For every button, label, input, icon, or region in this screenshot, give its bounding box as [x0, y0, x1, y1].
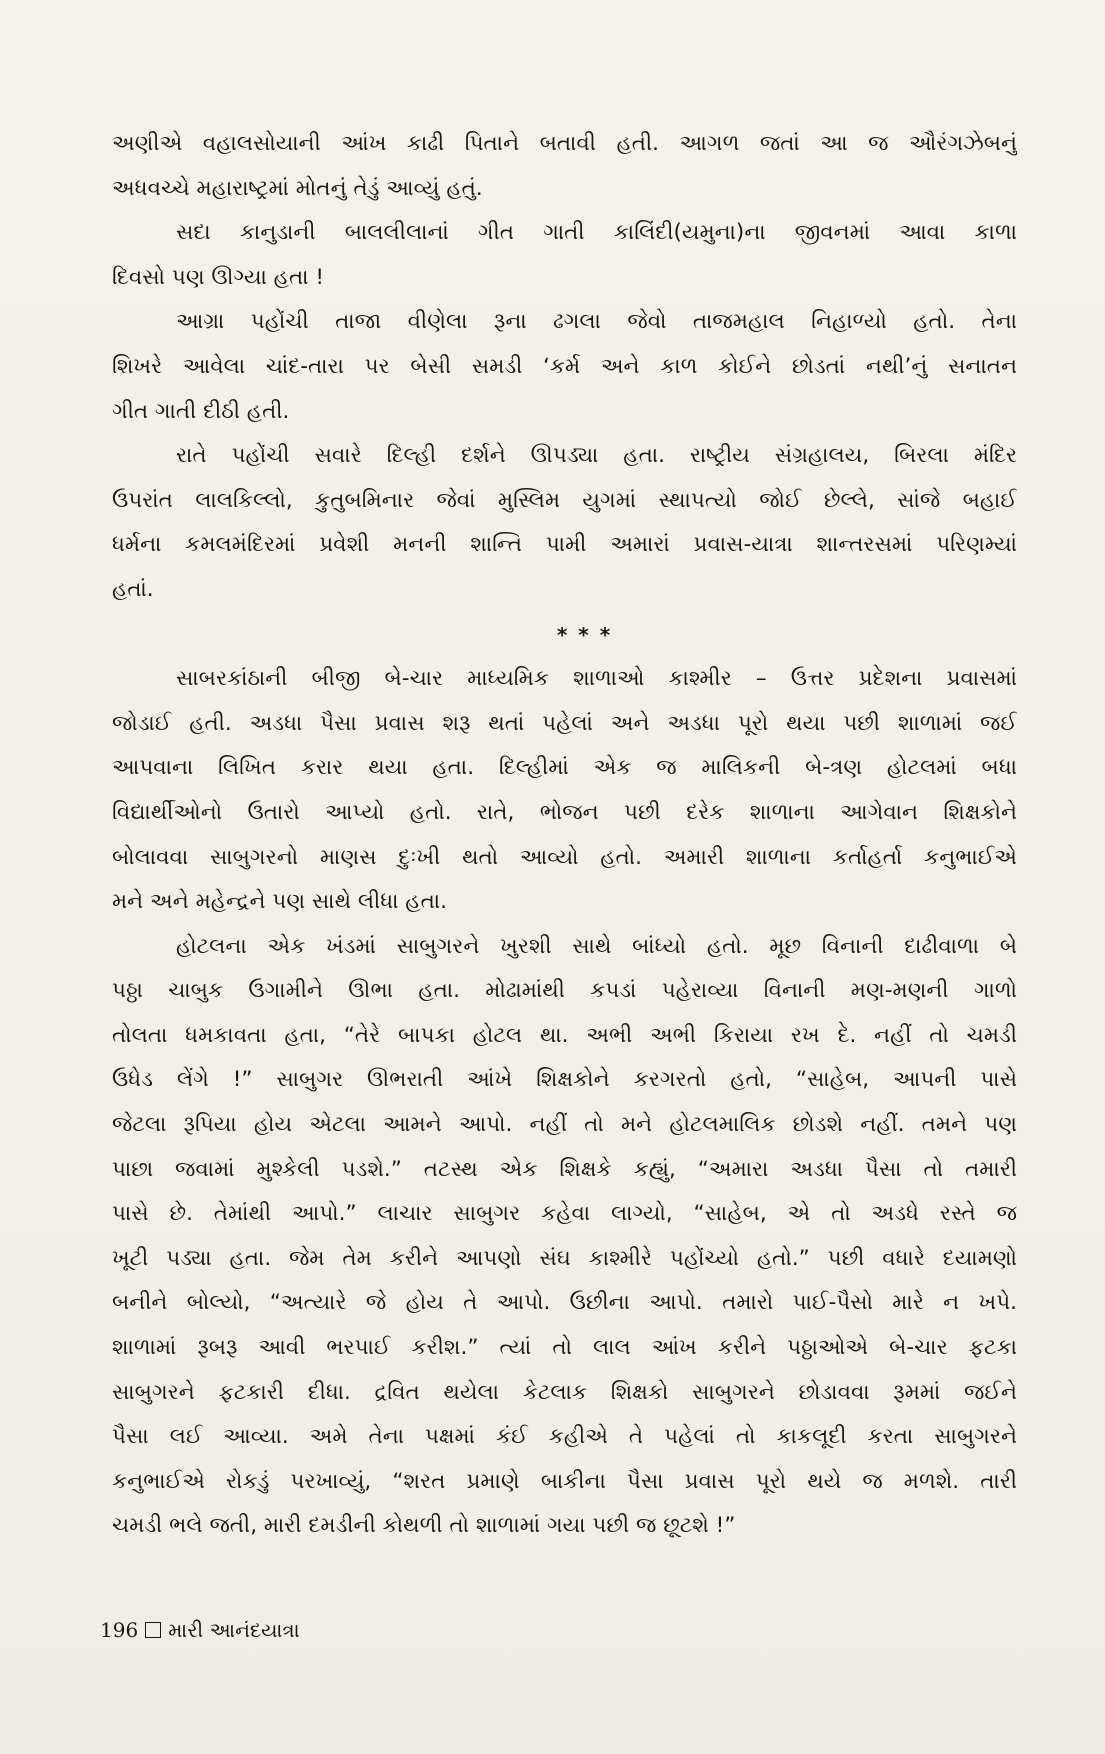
text-line: અધવચ્ચે મહારાષ્ટ્રમાં મોતનું તેડું આવ્યું હતું.: [112, 175, 483, 201]
text-line: હોટલના એક ખંડમાં સાબુગરને ખુરશી સાથે બાંધ્યો હતો. મૂછ વિનાની દાઢીવાળા બે: [176, 933, 1017, 959]
text-line: ગીત ગાતી દીઠી હતી.: [112, 398, 290, 424]
text-line: જોડાઈ હતી. અડધા પૈસા પ્રવાસ શરૂ થતાં પહેલાં અને અડધા પૂરો થયા પછી શાળામાં જઈ: [112, 710, 1017, 736]
text-line: પાછા જવામાં મુશ્કેલી પડશે.” તટસ્થ એક શિક્ષકે કહ્યું, “અમારા અડધા પૈસા તો તમારી: [112, 1156, 1017, 1182]
text-line: રાતે પહોંચી સવારે દિલ્હી દર્શને ઊપડ્યા હતા. રાષ્ટ્રીય સંગ્રહાલય, બિરલા મંદિર: [176, 443, 1017, 469]
text-line: ઉધેડ લેંગે !” સાબુગર ઊભરાતી આંખે શિક્ષકોને કરગરતો હતો, “સાહેબ, આપની પાસે: [112, 1067, 1017, 1093]
text-line: સાબરકાંઠાની બીજી બે-ચાર માધ્યમિક શાળાઓ કાશ્મીર – ઉત્તર પ્રદેશના પ્રવાસમાં: [176, 666, 1017, 692]
text-line: આગ્રા પહોંચી તાજા વીણેલા રૂના ઢગલા જેવો તાજમહાલ નિહાળ્યો હતો. તેના: [176, 309, 1017, 335]
page-footer: [100, 1614, 300, 1646]
body-text: [112, 122, 1017, 1549]
text-line: બનીને બોલ્યો, “અત્યારે જે હોય તે આપો. ઉછીના આપો. તમારો પાઈ-પૈસો મારે ન ખપે.: [112, 1290, 1017, 1316]
section-separator: * * *: [556, 622, 613, 647]
text-line: ખૂટી પડ્યા હતા. જેમ તેમ કરીને આપણો સંઘ કાશ્મીરે પહોંચ્યો હતો.” પછી વધારે દયામણો: [112, 1245, 1017, 1271]
text-line: શાળામાં રૂબરૂ આવી ભરપાઈ કરીશ.” ત્યાં તો લાલ આંખ કરીને પઠ્ઠાઓએ બે-ચાર ફટકા: [112, 1335, 1017, 1361]
page-number: 196: [100, 1618, 139, 1642]
text-line: દિવસો પણ ઊગ્યા હતા !: [112, 264, 324, 290]
text-line: પૈસા લઈ આવ્યા. અમે તેના પક્ષમાં કંઈ કહીએ તે પહેલાં તો કાકલૂદી કરતા સાબુગરને: [112, 1424, 1017, 1450]
square-divider-icon: [145, 1622, 161, 1638]
text-line: આપવાના લિખિત કરાર થયા હતા. દિલ્હીમાં એક જ માલિકની બે-ત્રણ હોટલમાં બધા: [112, 755, 1017, 781]
book-title: મારી આનંદયાત્રા: [168, 1618, 300, 1642]
text-line: તોલતા ધમકાવતા હતા, “તેરે બાપકા હોટલ થા. અભી અભી કિરાયા રખ દે. નહીં તો ચમડી: [112, 1022, 1017, 1048]
text-line: મને અને મહેન્દ્રને પણ સાથે લીધા હતા.: [112, 889, 447, 915]
text-line: સદા કાનુડાની બાલલીલાનાં ગીત ગાતી કાલિંદી(યમુના)ના જીવનમાં આવા કાળા: [176, 220, 1017, 246]
text-line: અણીએ વહાલસોયાની આંખ કાઢી પિતાને બતાવી હતી. આગળ જતાં આ જ ઔરંગઝેબનું: [112, 131, 1017, 156]
text-line: ચમડી ભલે જતી, મારી દમડીની કોથળી તો શાળામાં ગયા પછી જ છૂટશે !”: [112, 1513, 736, 1539]
text-line: પઠ્ઠા ચાબુક ઉગામીને ઊભા હતા. મોઢામાંથી કપડાં પહેરાવ્યા વિનાની મણ-મણની ગાળો: [112, 978, 1017, 1004]
text-line: કનુભાઈએ રોકડું પરખાવ્યું, “શરત પ્રમાણે બાકીના પૈસા પ્રવાસ પૂરો થયે જ મળશે. તારી: [112, 1468, 1017, 1494]
text-line: હતાં.: [112, 576, 154, 602]
text-line: બોલાવવા સાબુગરનો માણસ દુઃખી થતો આવ્યો હતો. અમારી શાળાના કર્તાહર્તા કનુભાઈએ: [112, 844, 1017, 870]
text-line: ઉપરાંત લાલકિલ્લો, કુતુબમિનાર જેવાં મુસ્લિમ યુગમાં સ્થાપત્યો જોઈ છેલ્લે, સાંજે બહાઈ: [112, 487, 1017, 513]
text-line: સાબુગરને ફટકારી દીધા. દ્રવિત થયેલા કેટલાક શિક્ષકો સાબુગરને છોડાવવા રૂમમાં જઈને: [112, 1379, 1017, 1405]
text-line: પાસે છે. તેમાંથી આપો.” લાચાર સાબુગર કહેવા લાગ્યો, “સાહેબ, એ તો અડધે રસ્તે જ: [112, 1201, 1017, 1227]
text-line: જેટલા રૂપિયા હોય એટલા આમને આપો. નહીં તો મને હોટલમાલિક છોડશે નહીં. તમને પણ: [112, 1112, 1017, 1138]
text-line: ધર્મના કમલમંદિરમાં પ્રવેશી મનની શાન્તિ પામી અમારાં પ્રવાસ-યાત્રા શાન્તરસમાં પરિણમ્યાં: [112, 532, 1017, 558]
text-line: શિખરે આવેલા ચાંદ-તારા પર બેસી સમડી ‘કર્મ અને કાળ કોઈને છોડતાં નથી’નું સનાતન: [112, 353, 1017, 379]
text-line: વિદ્યાર્થીઓનો ઉતારો આપ્યો હતો. રાતે, ભોજન પછી દરેક શાળાના આગેવાન શિક્ષકોને: [112, 799, 1017, 825]
